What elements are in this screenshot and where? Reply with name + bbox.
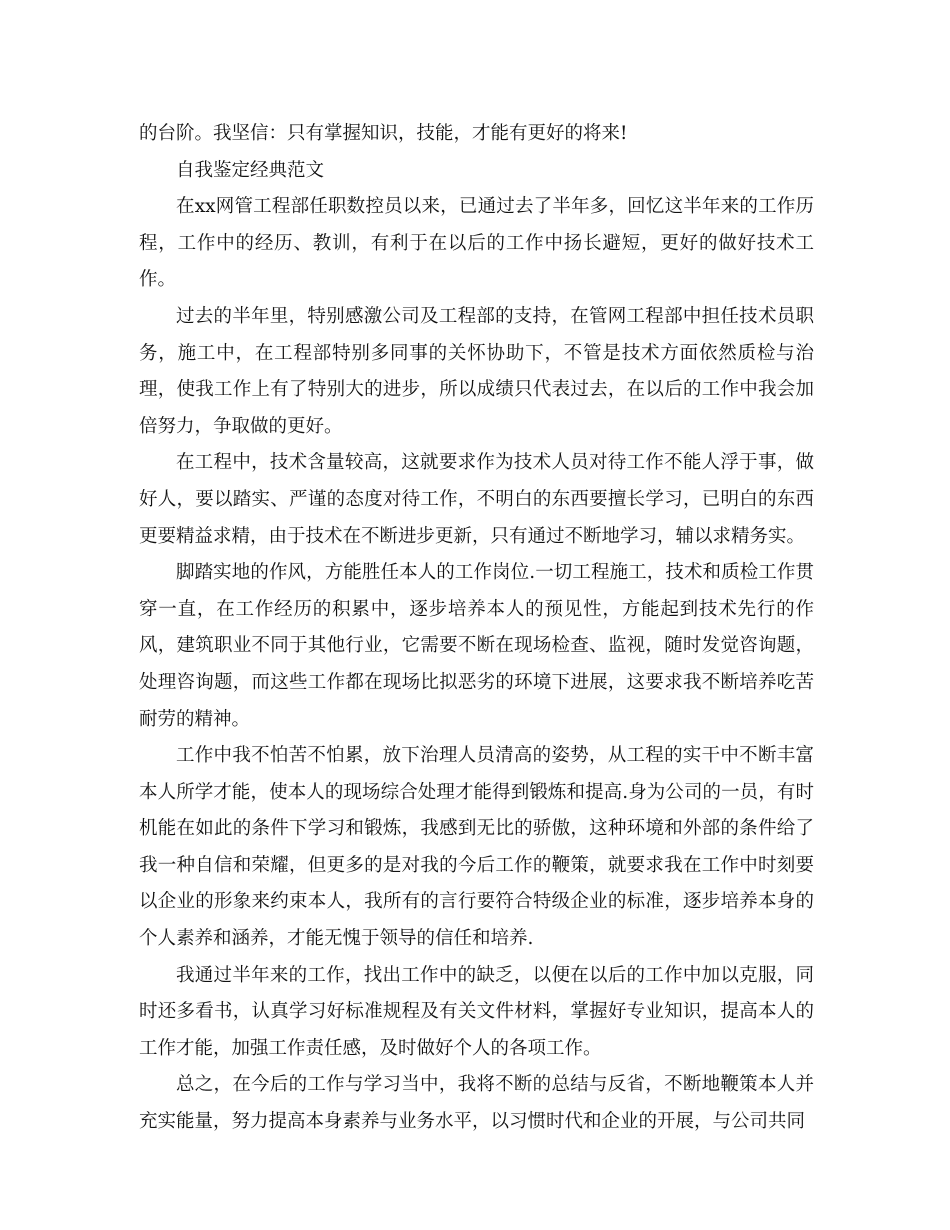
paragraph-9: 总之，在今后的工作与学习当中，我将不断的总结与反省，不断地鞭策本人并充实能量，努力提高本身素养与业务水平，以习惯时代和企业的开展，与公司共同 bbox=[139, 1074, 814, 1133]
paragraph-8: 我通过半年来的工作，找出工作中的缺乏，以便在以后的工作中加以克服，同时还多看书，认真学习好标准规程及有关文件材料，掌握好专业知识，提高本人的工作才能，加强工作责任感，及时做好个人的各项工作。 bbox=[139, 964, 814, 1059]
paragraph-3: 在xx网管工程部任职数控员以来，已通过去了半年多，回忆这半年来的工作历程，工作中的经历、教训，有利于在以后的工作中扬长避短，更好的做好技术工作。 bbox=[139, 196, 814, 291]
paragraph-4: 过去的半年里，特别感激公司及工程部的支持，在管网工程部中担任技术员职务，施工中，在工程部特别多同事的关怀协助下，不管是技术方面依然质检与治理，使我工作上有了特别大的进步，所以成绩只代表过去，在以后的工作中我会加倍努力，争取做的更好。 bbox=[139, 305, 814, 437]
paragraph-5: 在工程中，技术含量较高，这就要求作为技术人员对待工作不能人浮于事，做好人，要以踏实、严谨的态度对待工作，不明白的东西要擅长学习，已明白的东西更要精益求精，由于技术在不断进步更新，只有通过不断地学习，辅以求精务实。 bbox=[139, 452, 814, 547]
document-page bbox=[139, 116, 814, 1141]
paragraph-1: 的台阶。我坚信：只有掌握知识，技能，才能有更好的将来! bbox=[139, 123, 628, 144]
section-heading: 自我鉴定经典范文 bbox=[176, 159, 325, 181]
paragraph-7: 工作中我不怕苦不怕累，放下治理人员清高的姿势，从工程的实干中不断丰富本人所学才能，使本人的现场综合处理才能得到锻炼和提高.身为公司的一员，有时机能在如此的条件下学习和锻炼，我感到无比的骄傲，这种环境和外部的条件给了我一种自信和荣耀，但更多的是对我的今后工作的鞭策，就要求我在工作中时刻要以企业的形象来约束本人，我所有的言行要符合特级企业的标准，逐步培养本身的个人素养和涵养，才能无愧于领导的信任和培养. bbox=[139, 745, 814, 950]
paragraph-6: 脚踏实地的作风，方能胜任本人的工作岗位.一切工程施工，技术和质检工作贯穿一直，在工作经历的积累中，逐步培养本人的预见性，方能起到技术先行的作风，建筑职业不同于其他行业，它需要不断在现场检查、监视，随时发觉咨询题，处理咨询题，而这些工作都在现场比拟恶劣的环境下进展，这要求我不断培养吃苦耐劳的精神。 bbox=[139, 562, 814, 730]
